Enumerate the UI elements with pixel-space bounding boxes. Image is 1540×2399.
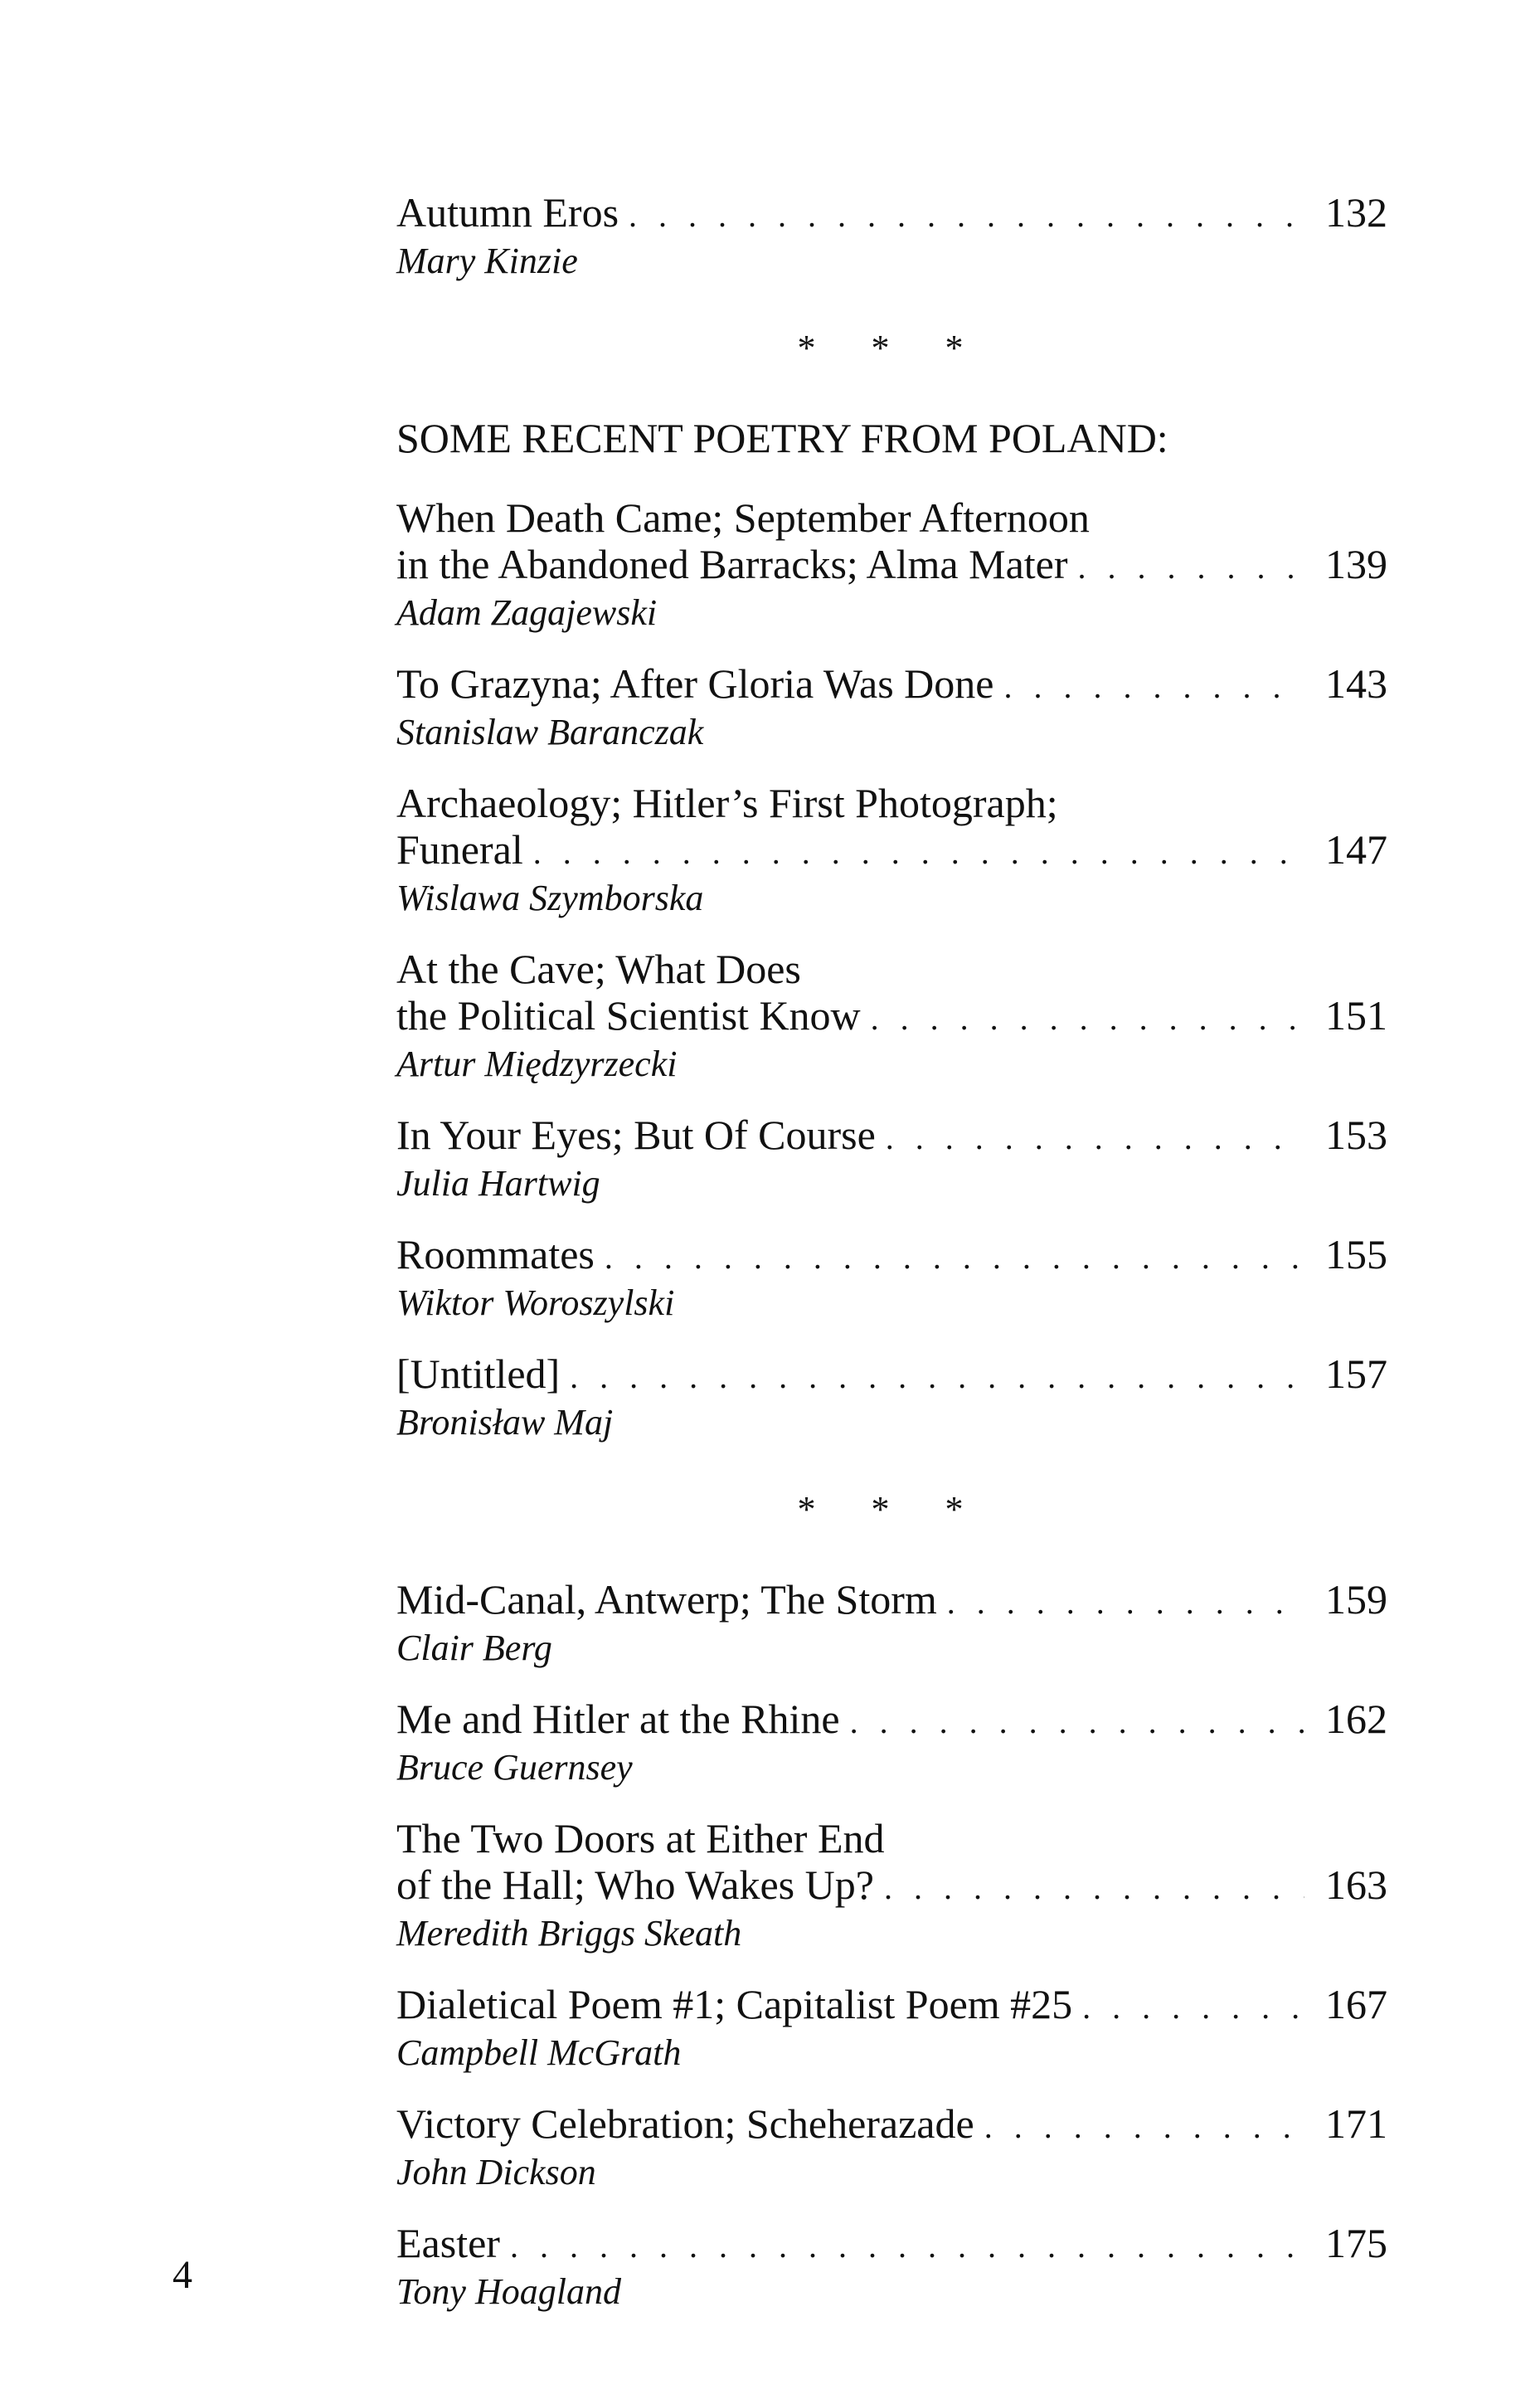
toc-page-number: 163 [1325,1861,1387,1908]
toc-entry-two-doors [396,1815,1387,1956]
dot-leader [533,830,1304,876]
dot-leader [605,1234,1304,1281]
toc-page-number: 159 [1325,1576,1387,1623]
toc-title: Victory Celebration; Scheherazade [396,2100,974,2147]
toc-page-number: 162 [1325,1696,1387,1742]
toc-page-number: 167 [1325,1981,1387,2027]
toc-title-line: When Death Came; September Afternoon [396,494,1090,541]
toc-author: Wiktor Woroszylski [396,1282,675,1323]
toc-entry-autumn-eros [396,189,1387,284]
toc-author: Campbell McGrath [396,2032,682,2073]
toc-author: Wislawa Szymborska [396,878,704,918]
toc-page-number: 175 [1325,2220,1387,2266]
table-of-contents [396,189,1387,2314]
toc-entry-in-your-eyes [396,1112,1387,1206]
toc-title: Roommates [396,1231,595,1277]
toc-author: Meredith Briggs Skeath [396,1913,742,1954]
dot-leader [510,2223,1304,2270]
toc-entry-me-and-hitler [396,1696,1387,1790]
toc-page-number: 143 [1325,660,1387,707]
dot-leader [1078,544,1305,591]
toc-page-number: 147 [1325,826,1387,873]
toc-author: Clair Berg [396,1628,552,1668]
toc-author: Julia Hartwig [396,1163,600,1204]
toc-page-number: 153 [1325,1112,1387,1158]
toc-author: Stanislaw Baranczak [396,712,704,752]
toc-title: [Untitled] [396,1350,561,1397]
dot-leader [629,192,1304,239]
toc-title: the Political Scientist Know [396,992,861,1039]
dot-leader [947,1579,1304,1626]
toc-author: Artur Międzyrzecki [396,1044,678,1084]
dot-leader [886,1115,1304,1161]
toc-page-number: 155 [1325,1231,1387,1277]
toc-entry-roommates [396,1231,1387,1326]
toc-entry-to-grazyna [396,660,1387,755]
dot-leader [570,1354,1304,1400]
toc-entry-untitled [396,1350,1387,1445]
dot-leader [984,2104,1304,2150]
toc-title-line: Archaeology; Hitler’s First Photograph; [396,780,1058,826]
toc-author: John Dickson [396,2152,596,2192]
dot-leader [871,995,1304,1042]
page-number: 4 [172,2253,192,2297]
toc-author: Bronisław Maj [396,1402,614,1443]
toc-title: Dialetical Poem #1; Capitalist Poem #25 [396,1981,1073,2027]
toc-author: Mary Kinzie [396,241,578,281]
toc-title-line: The Two Doors at Either End [396,1815,885,1861]
toc-entry-when-death-came [396,494,1387,635]
toc-title: Easter [396,2220,500,2266]
section-separator: * * * [797,1489,987,1530]
toc-title: in the Abandoned Barracks; Alma Mater [396,541,1068,587]
dot-leader [1082,1984,1304,2031]
toc-entry-at-the-cave [396,946,1387,1087]
toc-title: In Your Eyes; But Of Course [396,1112,876,1158]
dot-leader [1003,664,1304,710]
dot-leader [884,1865,1304,1911]
toc-title: Funeral [396,826,523,873]
toc-title: Autumn Eros [396,189,619,236]
toc-page-number: 132 [1325,189,1387,236]
toc-author: Adam Zagajewski [396,592,658,633]
toc-author: Bruce Guernsey [396,1747,633,1788]
toc-page-number: 151 [1325,992,1387,1039]
toc-title: Me and Hitler at the Rhine [396,1696,840,1742]
toc-title: Mid-Canal, Antwerp; The Storm [396,1576,937,1623]
toc-entry-victory-celebration [396,2100,1387,2195]
toc-page-number: 139 [1325,541,1387,587]
toc-author: Tony Hoagland [396,2271,621,2312]
toc-entry-dialetical-poem [396,1981,1387,2075]
toc-entry-archaeology [396,780,1387,921]
section-separator: * * * [797,328,987,368]
toc-title-line: At the Cave; What Does [396,946,801,992]
toc-page-number: 157 [1325,1350,1387,1397]
toc-entry-easter [396,2220,1387,2314]
toc-page-number: 171 [1325,2100,1387,2147]
toc-title: of the Hall; Who Wakes Up? [396,1861,874,1908]
section-heading: SOME RECENT POETRY FROM POLAND: [396,415,1168,461]
toc-title: To Grazyna; After Gloria Was Done [396,660,994,707]
toc-entry-mid-canal [396,1576,1387,1671]
dot-leader [850,1699,1304,1745]
